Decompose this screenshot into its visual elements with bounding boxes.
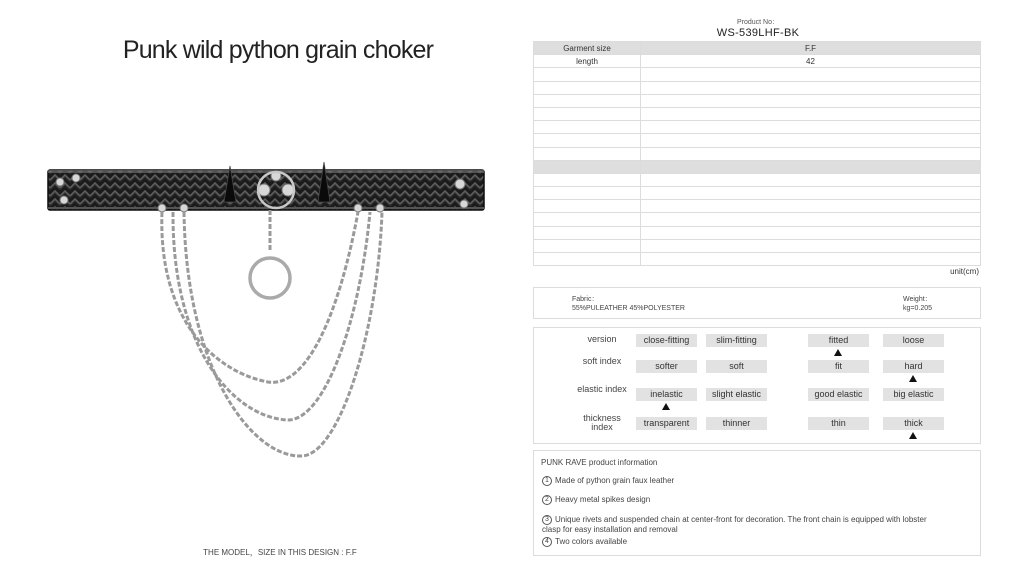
table-row-empty xyxy=(534,200,981,213)
index-option: loose xyxy=(883,334,944,347)
o-ring-pendant xyxy=(250,258,290,298)
index-option: fitted xyxy=(808,334,869,347)
index-label: elastic index xyxy=(577,384,627,394)
table-row-empty xyxy=(534,173,981,186)
fabric-info xyxy=(572,295,685,313)
size-table-header xyxy=(534,42,981,55)
info-item xyxy=(542,515,932,535)
info-item-text: Two colors available xyxy=(555,537,628,546)
table-row-empty xyxy=(534,94,981,107)
weight-value: kg=0.205 xyxy=(903,305,932,312)
product-number xyxy=(640,18,876,39)
product-number-label: Product No： xyxy=(736,19,780,26)
index-label: thickness index xyxy=(583,413,621,432)
index-label: version xyxy=(587,334,617,344)
index-option: inelastic xyxy=(636,388,697,401)
index-option: slight elastic xyxy=(706,388,767,401)
row-label-length: length xyxy=(534,55,641,68)
info-item xyxy=(542,537,942,547)
index-option: good elastic xyxy=(808,388,869,401)
hanging-chains xyxy=(162,210,382,456)
choker-product-image xyxy=(40,150,500,470)
table-row-empty xyxy=(534,81,981,94)
index-option: softer xyxy=(636,360,697,373)
index-option: soft xyxy=(706,360,767,373)
table-row-empty xyxy=(534,213,981,226)
info-item-text: Made of python grain faux leather xyxy=(555,476,675,485)
info-title: PUNK RAVE product information xyxy=(541,458,658,467)
product-number-value: WS-539LHF-BK xyxy=(716,27,800,39)
index-option: thinner xyxy=(706,417,767,430)
weight-label: Weight： xyxy=(903,296,932,303)
index-option: fit xyxy=(808,360,869,373)
table-row-empty xyxy=(534,121,981,134)
fabric-weight-panel xyxy=(533,287,981,319)
table-row-empty xyxy=(534,253,981,266)
row-value-length: 42 xyxy=(641,55,981,68)
table-row-empty xyxy=(534,134,981,147)
number-badge: 1 xyxy=(542,476,552,486)
selected-marker-icon xyxy=(834,349,842,356)
fabric-label: Fabric： xyxy=(572,296,599,303)
page-title: Punk wild python grain choker xyxy=(122,36,434,64)
info-item xyxy=(542,495,942,505)
index-option: transparent xyxy=(636,417,697,430)
model-size-note: THE MODEL，SIZE IN THIS DESIGN : F.F xyxy=(203,548,357,557)
table-row-empty xyxy=(534,147,981,160)
index-option: close-fitting xyxy=(636,334,697,347)
index-option: big elastic xyxy=(883,388,944,401)
size-table xyxy=(533,41,981,266)
table-row xyxy=(534,55,981,68)
info-item-text: Unique rivets and suspended chain at center-front for decoration. The front chain is equipped with lobster clasp for easy installation and removal xyxy=(542,515,927,534)
table-row-empty xyxy=(534,226,981,239)
number-badge: 3 xyxy=(542,515,552,525)
selected-marker-icon xyxy=(909,375,917,382)
table-row-divider xyxy=(534,160,981,173)
table-row-empty xyxy=(534,239,981,252)
weight-info xyxy=(903,295,932,313)
number-badge: 4 xyxy=(542,537,552,547)
garment-index-panel xyxy=(533,327,981,444)
product-info-panel xyxy=(533,450,981,556)
selected-marker-icon xyxy=(662,403,670,410)
selected-marker-icon xyxy=(909,432,917,439)
info-item-text: Heavy metal spikes design xyxy=(555,495,651,504)
index-label: soft index xyxy=(582,356,622,366)
table-row-empty xyxy=(534,68,981,81)
info-item xyxy=(542,476,942,486)
header-size-ff: F.F xyxy=(641,42,981,55)
table-row-empty xyxy=(534,107,981,120)
index-option: hard xyxy=(883,360,944,373)
header-garment-size: Garment size xyxy=(534,42,641,55)
index-option: thick xyxy=(883,417,944,430)
fabric-value: 55%PULEATHER 45%POLYESTER xyxy=(572,305,685,312)
table-row-empty xyxy=(534,187,981,200)
index-option: thin xyxy=(808,417,869,430)
number-badge: 2 xyxy=(542,495,552,505)
unit-label: unit(cm) xyxy=(950,267,979,276)
index-option: slim-fitting xyxy=(706,334,767,347)
